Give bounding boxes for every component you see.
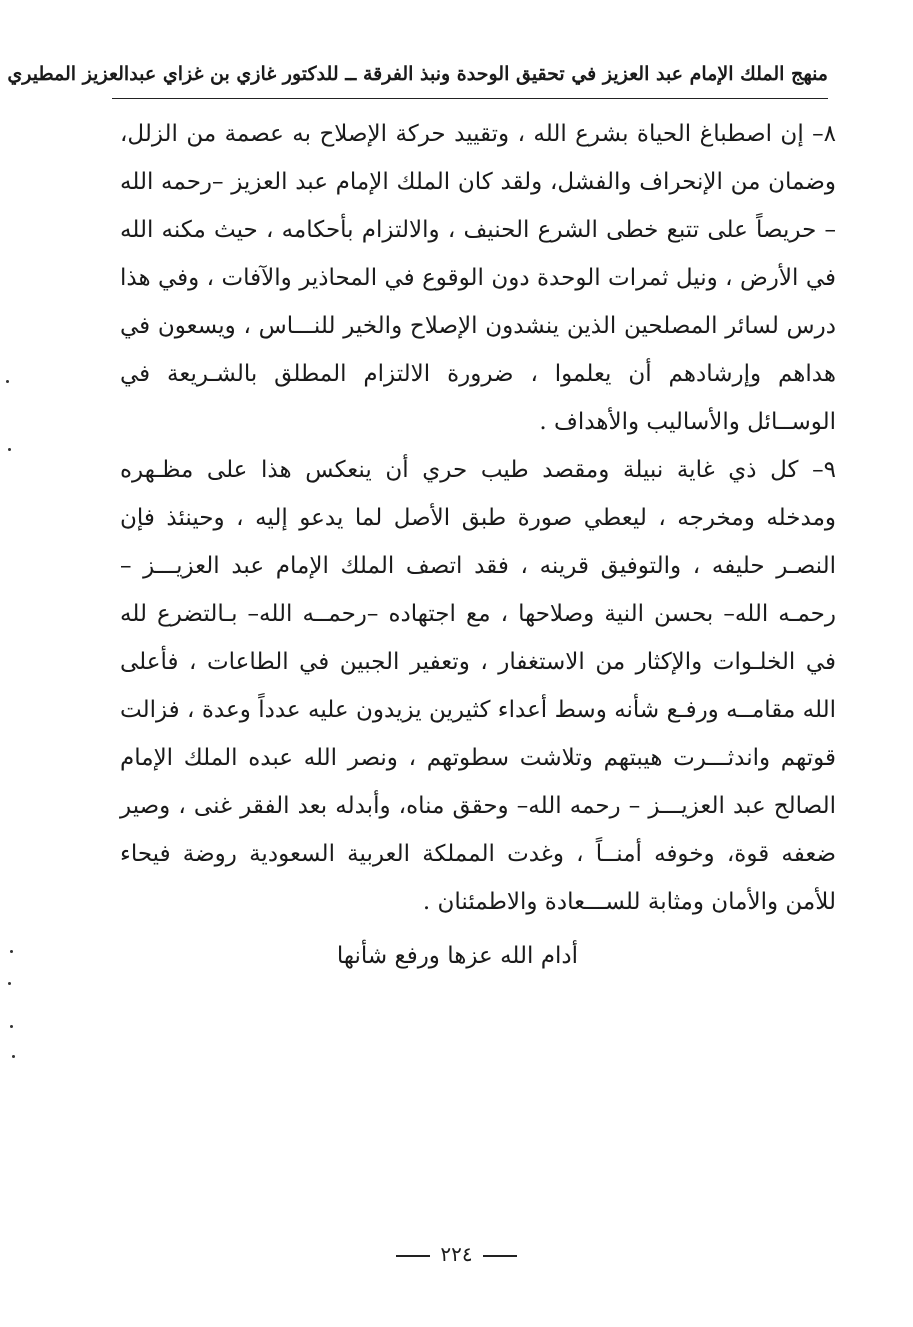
body-text xyxy=(120,110,836,980)
paragraph-8: ٨– إن اصطباغ الحياة بشرع الله ، وتقييد حركة الإصلاح به عصمة من الزلل، وضمان من الإنحراف والفشل، ولقد كان الملك الإمام عبد العزيز –رحمه الله – حريصاً على تتبع خطى الشرع الحنيف ، والالتزام بأحكامه ، حيث مكنه الله في الأرض ، ونيل ثمرات الوحدة دون الوقوع في المحاذير والآفات ، وفي هذا درس لسائر المصلحين الذين ينشدون الإصلاح والخير للنـــاس ، ويسعون في هداهم وإرشادهم أن يعلموا ، ضرورة الالتزام المطلق بالشـريعة في الوســائل والأساليب والأهداف . xyxy=(120,121,836,435)
scan-speck xyxy=(6,380,9,383)
page-number: ٢٢٤ xyxy=(440,1242,473,1266)
page-footer xyxy=(0,1242,913,1266)
scan-speck xyxy=(10,950,13,953)
footer-dash-right xyxy=(396,1255,430,1257)
footer-dash-left xyxy=(483,1255,517,1257)
scan-speck xyxy=(12,1055,15,1058)
scan-speck xyxy=(10,1025,13,1028)
scan-speck xyxy=(8,448,11,451)
scan-speck xyxy=(8,982,11,985)
closing-line: أدام الله عزها ورفع شأنها xyxy=(336,943,578,969)
paragraph-9: ٩– كل ذي غاية نبيلة ومقصد طيب حري أن ينعكس هذا على مظـهره ومدخله ومخرجه ، ليعطي صورة طبق الأصل لما يدعو إليه ، وحينئذ فإن النصـر حليفه ، والتوفيق قرينه ، فقد اتصف الملك الإمام عبد العزيـــز –رحمـه الله– بحسن النية وصلاحها ، مع اجتهاده –رحمــه الله– بـالتضرع لله في الخلـوات والإكثار من الاستغفار ، وتعفير الجبين في الطاعات ، فأعلى الله مقامــه ورفـع شأنه وسط أعداء كثيرين يزيدون عليه عدداً وعدة ، فزالت قوتهم واندثـــرت هيبتهم وتلاشت سطوتهم ، ونصر الله عبده الملك الإمام الصالح عبد العزيـــز – رحمه الله– وحقق مناه، وأبدله بعد الفقر غنى ، وصير ضعفه قوة، وخوفه أمنــاً ، وغدت المملكة العربية السعودية روضة فيحاء للأمن والأمان ومثابة للســـعادة والاطمئنان . xyxy=(120,457,836,915)
running-header: منهج الملك الإمام عبد العزيز في تحقيق الوحدة ونبذ الفرقة ــ للدكتور غازي بن غزاي عبدالعزيز المطيري xyxy=(112,52,828,99)
